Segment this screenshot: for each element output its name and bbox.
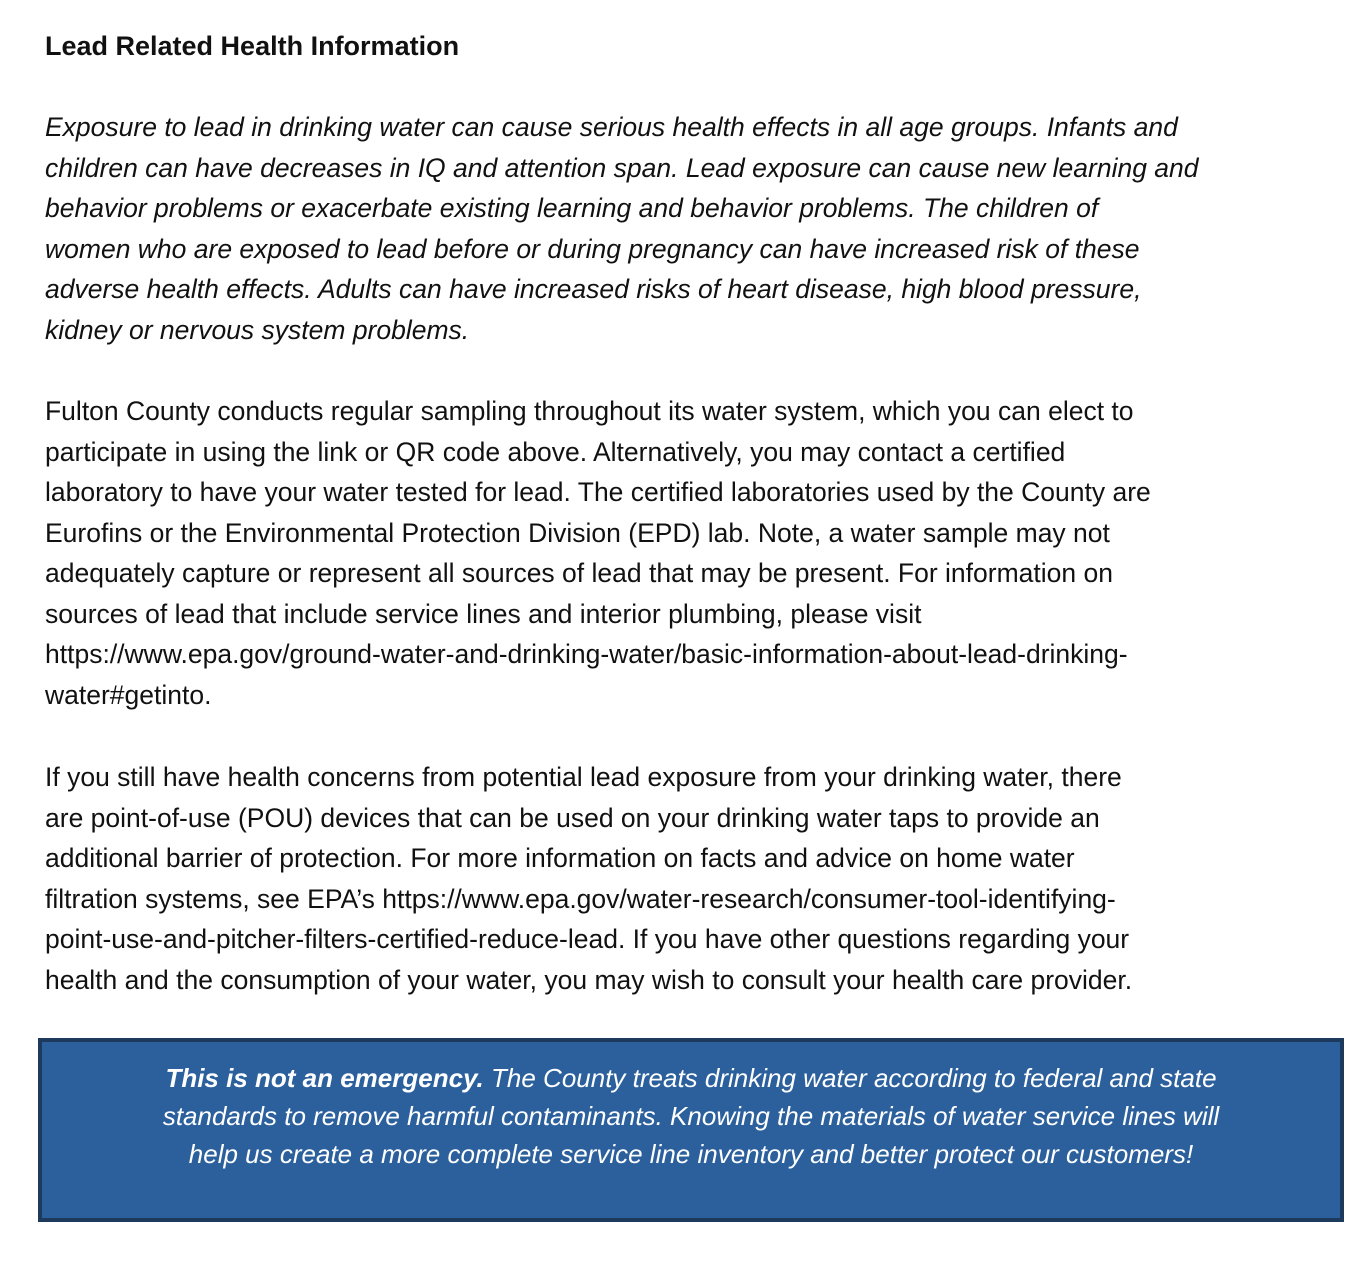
paragraph-line: behavior problems or exacerbate existing learning and behavior problems. The children of <box>45 193 1099 223</box>
paragraph-line: health and the consumption of your water, you may wish to consult your health care provider. <box>45 964 1133 995</box>
paragraph-line: adequately capture or represent all sources of lead that may be present. For information on <box>45 558 1113 588</box>
health-concerns-paragraph <box>45 757 1345 1000</box>
health-effects-paragraph <box>45 107 1345 350</box>
paragraph-line: women who are exposed to lead before or during pregnancy can have increased risk of these <box>45 233 1140 264</box>
sampling-paragraph <box>45 391 1345 715</box>
paragraph-line: Fulton County conducts regular sampling throughout its water system, which you can elect to <box>45 396 1134 426</box>
notice-line <box>42 1059 1340 1097</box>
notice-line1-text: The County treats drinking water according to federal and state <box>483 1063 1217 1093</box>
paragraph-line: adverse health effects. Adults can have increased risks of heart disease, high blood pressure, <box>45 274 1142 304</box>
paragraph-line: kidney or nervous system problems. <box>45 314 470 345</box>
paragraph-line: filtration systems, see EPA’s https://www.epa.gov/water-research/consumer-tool-identifying- <box>45 883 1116 914</box>
notice-line: standards to remove harmful contaminants. Knowing the materials of water service lines will <box>162 1101 1220 1131</box>
notice-bold-lead: This is not an emergency. <box>165 1063 484 1093</box>
page-heading: Lead Related Health Information <box>45 31 460 61</box>
paragraph-line: point-use-and-pitcher-filters-certified-reduce-lead. If you have other questions regarding your <box>45 924 1130 954</box>
paragraph-line: additional barrier of protection. For more information on facts and advice on home water <box>45 843 1075 873</box>
paragraph-line: sources of lead that include service lines and interior plumbing, please visit <box>45 598 922 629</box>
epa-lead-info-link-text: https://www.epa.gov/ground-water-and-drinking-water/basic-information-about-lead-drinking- <box>45 639 1128 669</box>
paragraph-line: participate in using the link or QR code above. Alternatively, you may contact a certified <box>45 436 1066 467</box>
paragraph-line: Eurofins or the Environmental Protection Division (EPD) lab. Note, a water sample may not <box>45 517 1110 548</box>
not-emergency-notice-box <box>38 1038 1344 1222</box>
paragraph-line: children can have decreases in IQ and attention span. Lead exposure can cause new learning and <box>45 152 1199 183</box>
epa-lead-info-link-text: water#getinto. <box>45 679 212 710</box>
paragraph-line: If you still have health concerns from potential lead exposure from your drinking water, there <box>45 762 1122 792</box>
paragraph-line: Exposure to lead in drinking water can cause serious health effects in all age groups. Infants and <box>45 112 1178 142</box>
paragraph-line: laboratory to have your water tested for lead. The certified laboratories used by the County are <box>45 477 1151 507</box>
paragraph-line: are point-of-use (POU) devices that can be used on your drinking water taps to provide an <box>45 802 1100 833</box>
notice-line: help us create a more complete service line inventory and better protect our customers! <box>188 1139 1194 1169</box>
